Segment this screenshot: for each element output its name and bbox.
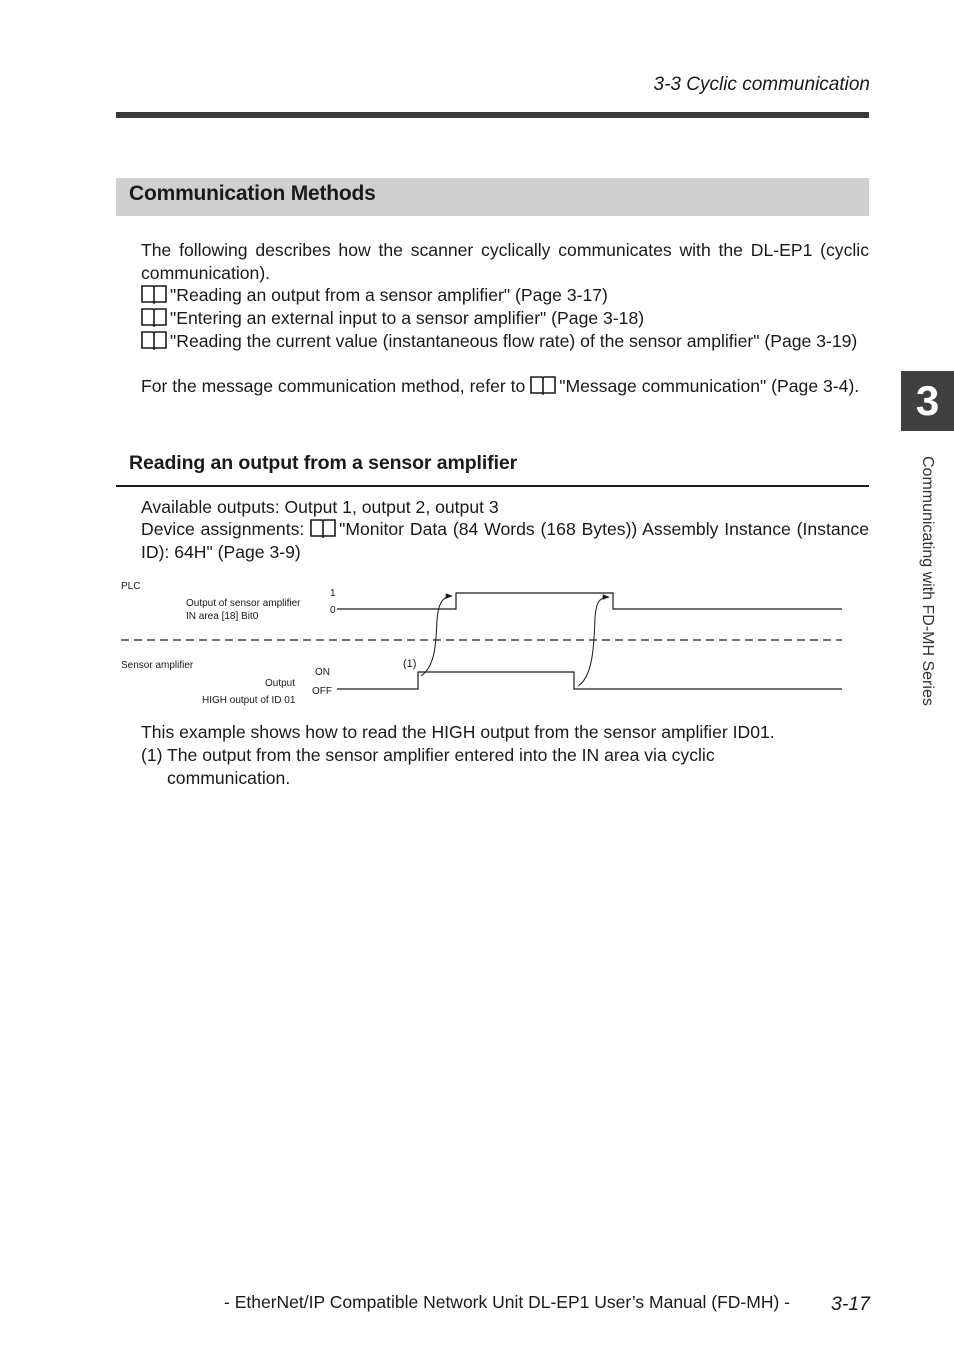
manual-book-icon xyxy=(141,284,167,304)
message-link[interactable]: "Message communication" (Page 3-4). xyxy=(559,376,860,396)
subsection-rule xyxy=(116,485,869,487)
device-assignments: Device assignments: "Monitor Data (84 Words (168 Bytes)) Assembly Instance (Instance ID): 64H" (Page 3-9) xyxy=(141,519,869,562)
manual-book-icon xyxy=(530,375,556,395)
available-outputs: Available outputs: Output 1, output 2, output 3 xyxy=(141,497,499,517)
transfer-arrow-fall xyxy=(578,597,609,686)
running-header: 3-3 Cyclic communication xyxy=(653,74,870,95)
plc-level-high: 1 xyxy=(330,588,336,599)
plc-label: PLC xyxy=(121,581,141,592)
header-rule xyxy=(116,112,869,118)
explanation-line: This example shows how to read the HIGH output from the sensor amplifier ID01. xyxy=(141,722,775,742)
sensor-label: Sensor amplifier xyxy=(121,660,194,671)
device-assignments-link[interactable]: "Monitor Data (84 Words (168 Bytes)) Assembly Instance (Instance ID): 64H" (Page 3-9) xyxy=(141,519,869,562)
chapter-tab: 3 xyxy=(901,371,954,431)
timing-diagram xyxy=(0,570,954,720)
intro-paragraph: The following describes how the scanner cyclically communicates with the DL-EP1 (cyclic communication). xyxy=(141,240,869,283)
plc-signal-name-1: Output of sensor amplifier xyxy=(186,598,301,609)
sensor-waveform xyxy=(337,672,842,689)
sensor-level-off: OFF xyxy=(312,686,332,697)
transfer-arrow-rise xyxy=(421,596,452,676)
manual-book-icon xyxy=(310,518,336,538)
message-reference: For the message communication method, refer to "Message communication" (Page 3-4). xyxy=(141,376,860,396)
sensor-level-on: ON xyxy=(315,667,330,678)
explanation-item-number: (1) xyxy=(141,745,163,765)
manual-book-icon xyxy=(141,307,167,327)
manual-book-icon xyxy=(141,330,167,350)
reference-1[interactable]: "Reading an output from a sensor amplifier" (Page 3-17) xyxy=(141,284,869,307)
explanation-item-text-2: communication. xyxy=(167,768,291,788)
marker-1: (1) xyxy=(403,658,417,670)
sensor-signal-name-1: Output xyxy=(265,678,296,689)
section-title: Communication Methods xyxy=(129,182,376,205)
subsection-title: Reading an output from a sensor amplifier xyxy=(129,452,518,474)
page-number: 3-17 xyxy=(830,1293,870,1315)
plc-waveform xyxy=(337,593,842,609)
chapter-side-label: Communicating with FD-MH Series xyxy=(919,456,936,706)
reference-2[interactable]: "Entering an external input to a sensor amplifier" (Page 3-18) xyxy=(141,307,869,330)
reference-3[interactable]: "Reading the current value (instantaneous flow rate) of the sensor amplifier" (Page 3-19) xyxy=(141,330,869,353)
plc-signal-name-2: IN area [18] Bit0 xyxy=(186,611,259,622)
explanation-item-text-1: The output from the sensor amplifier entered into the IN area via cyclic xyxy=(167,745,715,765)
plc-level-low: 0 xyxy=(330,605,336,616)
sensor-signal-name-2: HIGH output of ID 01 xyxy=(202,695,296,706)
footer-manual-title: - EtherNet/IP Compatible Network Unit DL-EP1 User’s Manual (FD-MH) - xyxy=(224,1292,790,1312)
